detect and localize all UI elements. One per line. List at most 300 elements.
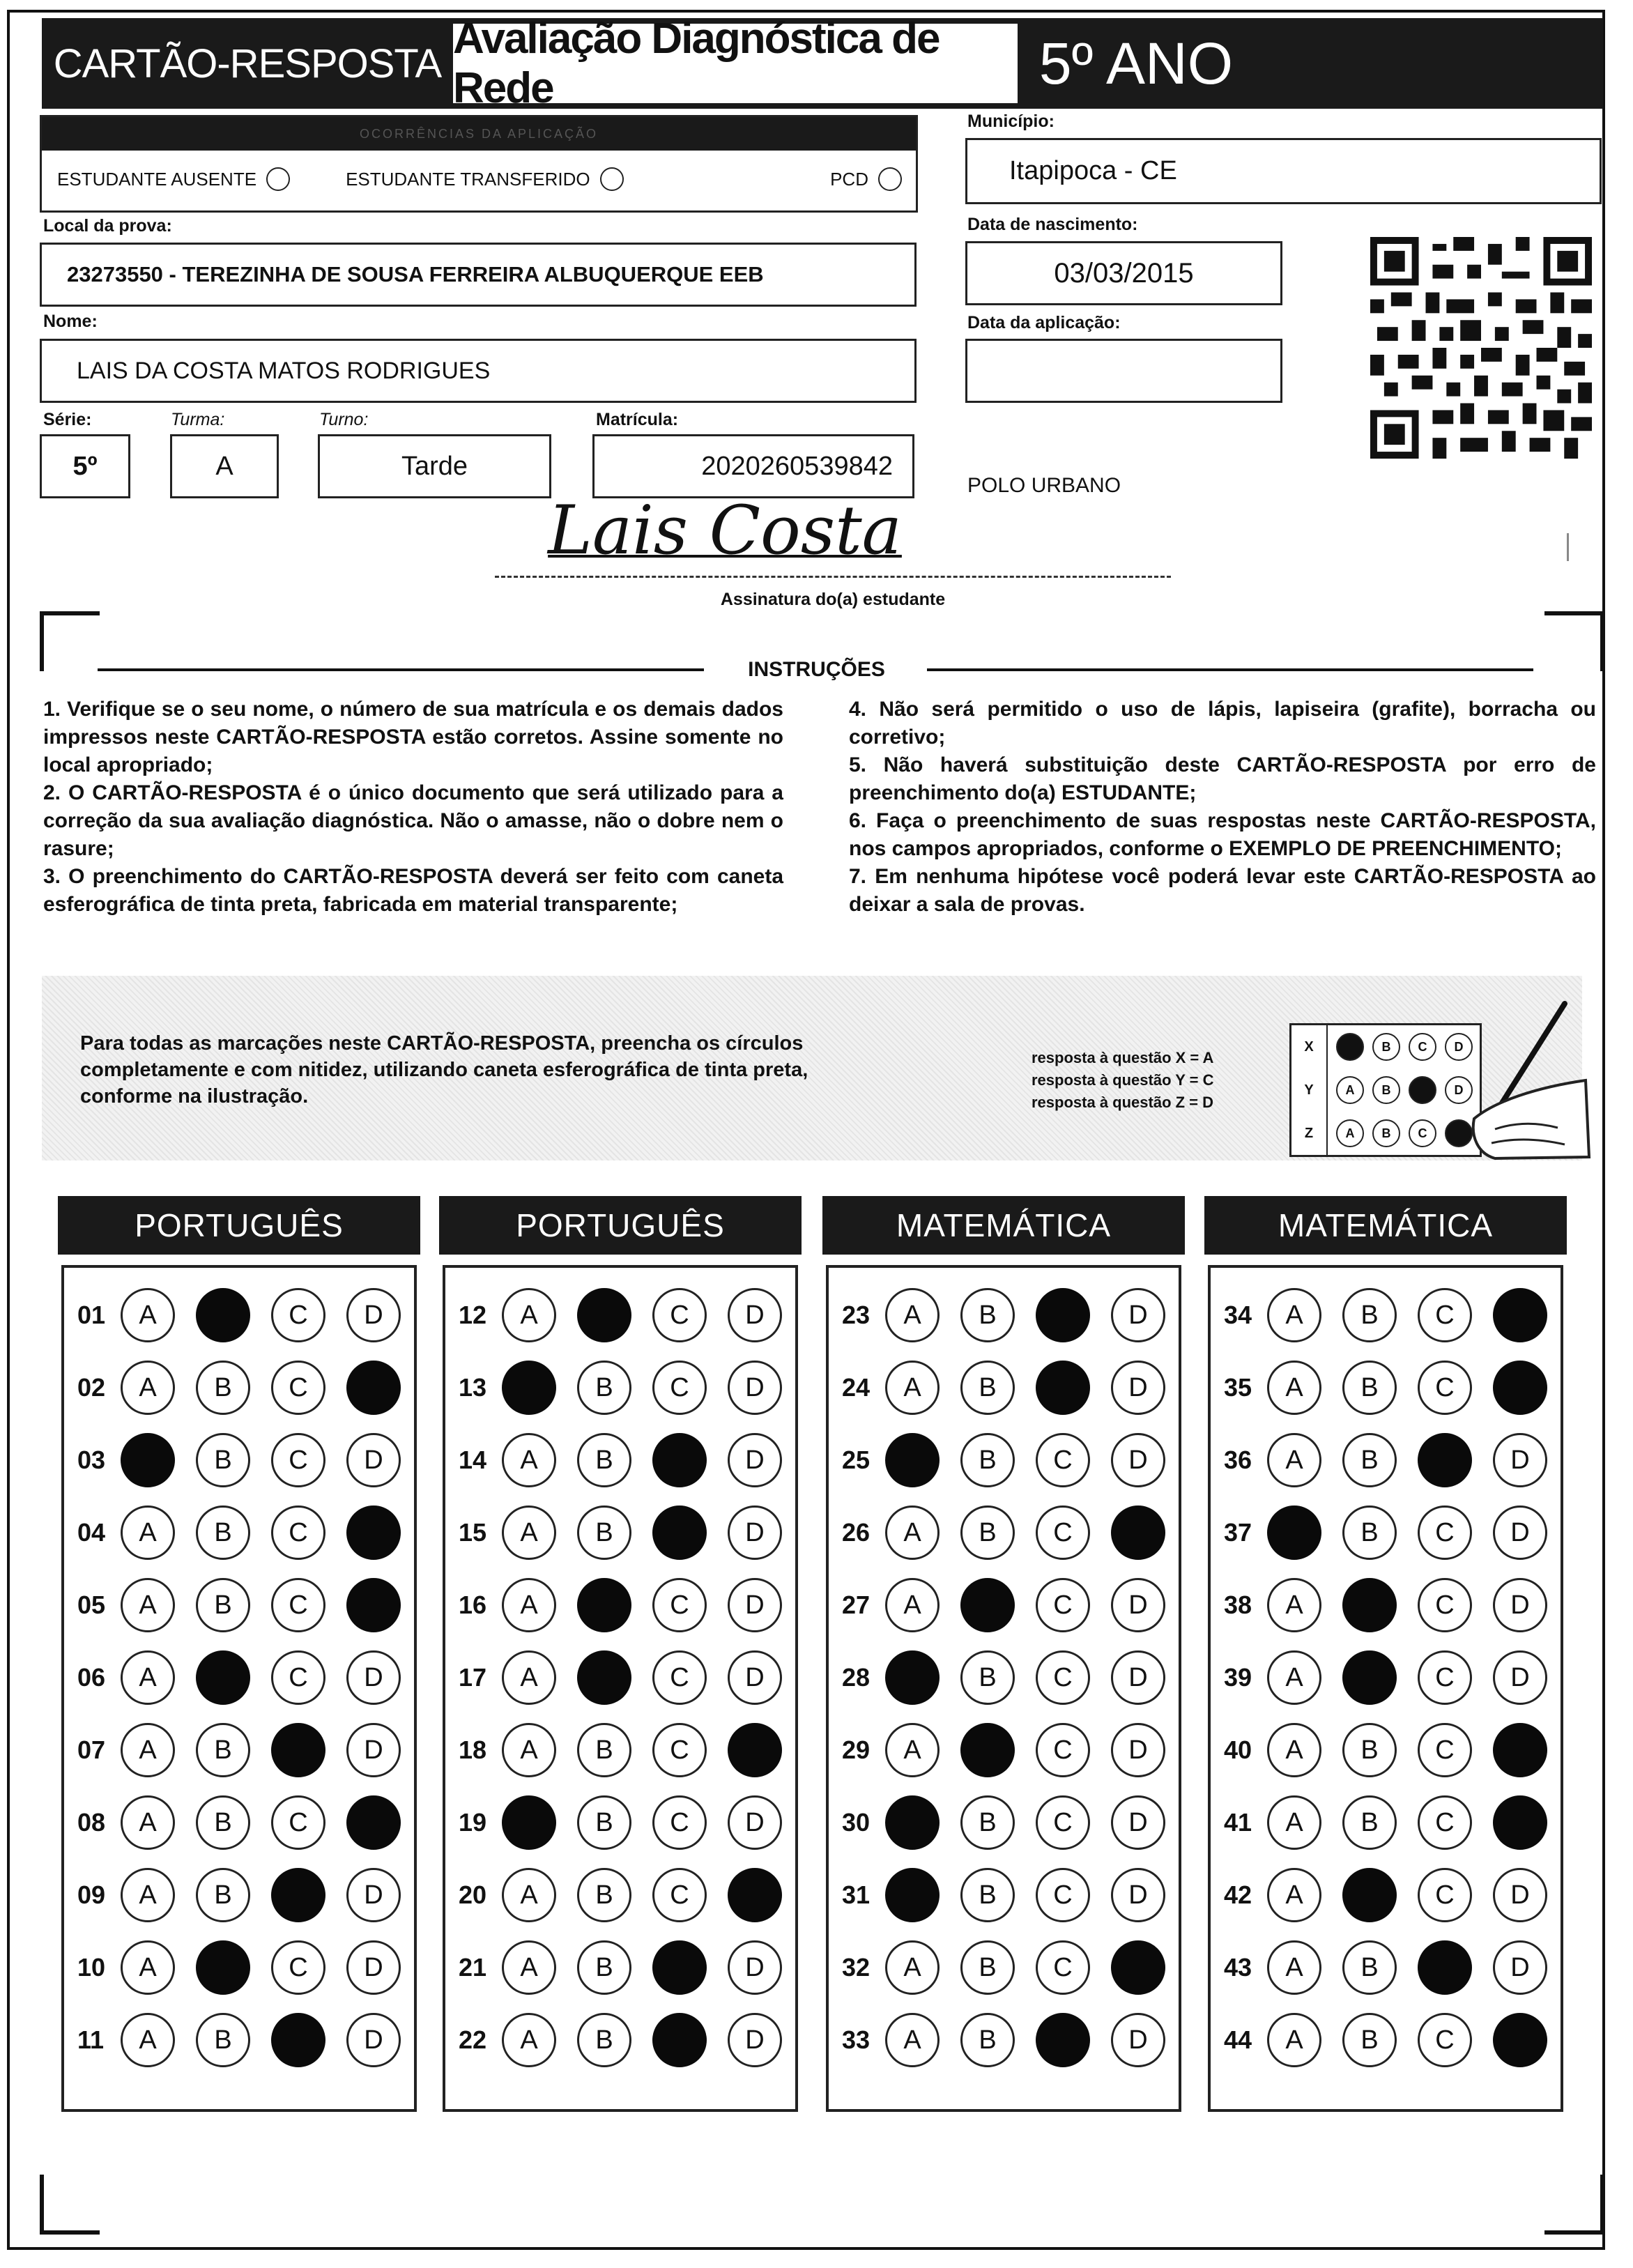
answer-bubble-d[interactable]: D bbox=[1493, 1650, 1547, 1705]
answer-bubble-c[interactable]: C bbox=[1418, 1505, 1472, 1560]
answer-bubble-a[interactable]: A bbox=[121, 1288, 175, 1342]
answer-bubble-a[interactable]: A bbox=[885, 1288, 940, 1342]
answer-bubble-a[interactable]: A bbox=[121, 1723, 175, 1777]
answer-bubble-b-filled[interactable] bbox=[196, 1650, 250, 1705]
question-number: 05 bbox=[77, 1591, 106, 1619]
answer-bubble-a-filled[interactable] bbox=[121, 1433, 175, 1487]
turma-label: Turma: bbox=[171, 410, 225, 429]
answer-bubble-a-filled[interactable] bbox=[885, 1433, 940, 1487]
question-number: 21 bbox=[459, 1953, 487, 1982]
answer-bubble-a[interactable]: A bbox=[502, 1578, 556, 1632]
answer-bubble-a[interactable]: A bbox=[1267, 1650, 1321, 1705]
question-number: 28 bbox=[842, 1663, 871, 1692]
matricula-label: Matrícula: bbox=[596, 410, 679, 429]
municipio-field: Itapipoca - CE bbox=[965, 138, 1602, 204]
question-row bbox=[77, 1646, 422, 1709]
answer-bubble-a[interactable]: A bbox=[885, 2013, 940, 2067]
example-bubble-c: C bbox=[1409, 1119, 1436, 1147]
question-number: 20 bbox=[459, 1880, 487, 1909]
example-bubble-c bbox=[1409, 1076, 1436, 1104]
question-number: 11 bbox=[77, 2025, 105, 2054]
answer-bubble-b[interactable]: B bbox=[1342, 2013, 1397, 2067]
answer-bubble-a[interactable]: A bbox=[885, 1723, 940, 1777]
answer-bubble-d[interactable]: D bbox=[346, 1650, 401, 1705]
turno-field: Tarde bbox=[318, 434, 551, 498]
question-number: 35 bbox=[1224, 1373, 1252, 1402]
question-number: 41 bbox=[1224, 1808, 1252, 1837]
question-row bbox=[1224, 2009, 1568, 2071]
example-bubble-a: A bbox=[1336, 1076, 1364, 1104]
answer-bubble-c[interactable]: C bbox=[1036, 1868, 1090, 1922]
answer-bubble-c-filled[interactable] bbox=[1036, 1288, 1090, 1342]
answer-bubble-a[interactable]: A bbox=[502, 2013, 556, 2067]
example-bubble-b: B bbox=[1372, 1076, 1400, 1104]
answer-bubble-d[interactable]: D bbox=[728, 1288, 782, 1342]
answer-bubble-a[interactable]: A bbox=[1267, 1433, 1321, 1487]
answer-bubble-c[interactable]: C bbox=[652, 1361, 707, 1415]
answer-bubble-c[interactable]: C bbox=[1418, 1723, 1472, 1777]
answer-bubble-b[interactable]: B bbox=[960, 1361, 1015, 1415]
answer-bubble-a[interactable]: A bbox=[502, 1868, 556, 1922]
question-number: 17 bbox=[459, 1663, 487, 1692]
answer-bubble-c[interactable]: C bbox=[1418, 1288, 1472, 1342]
answer-bubble-d-filled[interactable] bbox=[1493, 1288, 1547, 1342]
question-row bbox=[842, 1429, 1186, 1492]
question-row bbox=[842, 1501, 1186, 1564]
answer-bubble-c[interactable]: C bbox=[271, 1288, 325, 1342]
question-row bbox=[459, 1429, 803, 1492]
occurrences-heading: OCORRÊNCIAS DA APLICAÇÃO bbox=[42, 117, 916, 151]
question-number: 42 bbox=[1224, 1880, 1252, 1909]
answer-bubble-b[interactable]: B bbox=[1342, 1723, 1397, 1777]
answer-bubble-c[interactable]: C bbox=[652, 1723, 707, 1777]
example-row-key: X bbox=[1291, 1025, 1328, 1068]
answer-bubble-d[interactable]: D bbox=[1111, 1650, 1165, 1705]
answer-bubble-c[interactable]: C bbox=[1418, 1795, 1472, 1850]
question-number: 02 bbox=[77, 1373, 106, 1402]
answer-bubble-c-filled[interactable] bbox=[652, 1940, 707, 1995]
answer-bubble-a-filled[interactable] bbox=[502, 1795, 556, 1850]
answer-bubble-c[interactable]: C bbox=[1418, 2013, 1472, 2067]
answer-bubble-a[interactable]: A bbox=[1267, 2013, 1321, 2067]
grade-title: 5º ANO bbox=[1038, 30, 1234, 96]
answer-bubble-a[interactable]: A bbox=[502, 1433, 556, 1487]
question-row bbox=[77, 2009, 422, 2071]
question-row bbox=[842, 1864, 1186, 1926]
question-number: 15 bbox=[459, 1518, 487, 1547]
answer-bubble-c[interactable]: C bbox=[652, 1868, 707, 1922]
answer-bubble-b[interactable]: B bbox=[1342, 1505, 1397, 1560]
question-number: 07 bbox=[77, 1736, 106, 1764]
answer-bubble-a[interactable]: A bbox=[885, 1578, 940, 1632]
answer-bubble-d-filled[interactable] bbox=[728, 1723, 782, 1777]
answer-bubble-d[interactable]: D bbox=[1493, 1433, 1547, 1487]
question-row bbox=[1224, 1719, 1568, 1782]
answer-bubble-b-filled[interactable] bbox=[196, 1940, 250, 1995]
answer-bubble-b[interactable]: B bbox=[960, 1288, 1015, 1342]
answer-bubble-b[interactable]: B bbox=[960, 1433, 1015, 1487]
answer-bubble-a[interactable]: A bbox=[1267, 1795, 1321, 1850]
answer-bubble-c[interactable]: C bbox=[1418, 1578, 1472, 1632]
answer-bubble-d[interactable]: D bbox=[1111, 1723, 1165, 1777]
question-row bbox=[459, 1936, 803, 1999]
answer-bubble-c[interactable]: C bbox=[652, 1578, 707, 1632]
answer-bubble-a-filled[interactable] bbox=[1267, 1505, 1321, 1560]
answer-bubble-c[interactable]: C bbox=[271, 1505, 325, 1560]
instruction-item: 3. O preenchimento do CARTÃO-RESPOSTA deverá ser feito com caneta esferográfica de tinta preta, fabricada em material transparente; bbox=[43, 865, 783, 916]
answer-bubble-c[interactable]: C bbox=[1418, 1868, 1472, 1922]
subject-header: MATEMÁTICA bbox=[1204, 1196, 1567, 1255]
answer-bubble-c-filled[interactable] bbox=[652, 2013, 707, 2067]
answer-bubble-b-filled[interactable] bbox=[577, 1288, 631, 1342]
answer-bubble-a[interactable]: A bbox=[121, 1505, 175, 1560]
answer-bubble-b-filled[interactable] bbox=[1342, 1868, 1397, 1922]
answer-bubble-b[interactable]: B bbox=[196, 1361, 250, 1415]
answer-bubble-b[interactable]: B bbox=[960, 1650, 1015, 1705]
answer-bubble-d[interactable]: D bbox=[1493, 1578, 1547, 1632]
answer-bubble-c[interactable]: C bbox=[271, 1361, 325, 1415]
question-number: 34 bbox=[1224, 1301, 1252, 1329]
answer-bubble-a[interactable]: A bbox=[1267, 1940, 1321, 1995]
answer-bubble-b-filled[interactable] bbox=[960, 1723, 1015, 1777]
answer-bubble-d-filled[interactable] bbox=[1493, 1795, 1547, 1850]
question-row bbox=[459, 1501, 803, 1564]
answer-bubble-d[interactable]: D bbox=[1493, 1868, 1547, 1922]
question-number: 29 bbox=[842, 1736, 871, 1764]
serie-label: Série: bbox=[43, 410, 92, 429]
example-bubble-c: C bbox=[1409, 1033, 1436, 1061]
answer-bubble-d-filled[interactable] bbox=[346, 1505, 401, 1560]
answer-bubble-b[interactable]: B bbox=[960, 1505, 1015, 1560]
answer-bubble-b[interactable]: B bbox=[196, 1505, 250, 1560]
card-title: CARTÃO-RESPOSTA bbox=[53, 40, 442, 86]
answer-bubble-a-filled[interactable] bbox=[885, 1650, 940, 1705]
answer-bubble-c-filled[interactable] bbox=[1036, 1361, 1090, 1415]
question-number: 06 bbox=[77, 1663, 106, 1692]
instruction-item: 2. O CARTÃO-RESPOSTA é o único documento que será utilizado para a correção da sua avaliação diagnóstica. Não o amasse, não o dobre nem o rasure; bbox=[43, 781, 783, 860]
instruction-item: 5. Não haverá substituição deste CARTÃO-RESPOSTA por erro de preenchimento do(a) ESTUDANTE; bbox=[849, 753, 1596, 804]
answer-bubble-d[interactable]: D bbox=[346, 1868, 401, 1922]
answer-bubble-c[interactable]: C bbox=[271, 1578, 325, 1632]
answer-bubble-b[interactable]: B bbox=[1342, 1433, 1397, 1487]
answer-bubble-a[interactable]: A bbox=[1267, 1723, 1321, 1777]
example-label-y: resposta à questão Y = C bbox=[1032, 1071, 1214, 1089]
answer-bubble-d-filled[interactable] bbox=[346, 1578, 401, 1632]
answer-bubble-b[interactable]: B bbox=[196, 1795, 250, 1850]
answer-bubble-d[interactable]: D bbox=[728, 1795, 782, 1850]
question-row bbox=[1224, 1356, 1568, 1419]
answer-bubble-a[interactable]: A bbox=[502, 1650, 556, 1705]
instructions-right-column bbox=[849, 696, 1596, 919]
example-bubble-d: D bbox=[1445, 1033, 1473, 1061]
answer-bubble-b[interactable]: B bbox=[577, 1868, 631, 1922]
question-row bbox=[77, 1284, 422, 1347]
answer-bubble-a-filled[interactable] bbox=[502, 1361, 556, 1415]
nome-field: LAIS DA COSTA MATOS RODRIGUES bbox=[40, 339, 917, 403]
answer-bubble-d[interactable]: D bbox=[1493, 1940, 1547, 1995]
answer-bubble-b[interactable]: B bbox=[1342, 1795, 1397, 1850]
question-number: 30 bbox=[842, 1808, 871, 1837]
example-label-z: resposta à questão Z = D bbox=[1032, 1094, 1214, 1111]
answer-bubble-d-filled[interactable] bbox=[1493, 1361, 1547, 1415]
instruction-item: 7. Em nenhuma hipótese você poderá levar este CARTÃO-RESPOSTA ao deixar a sala de provas. bbox=[849, 865, 1596, 916]
answer-bubble-c[interactable]: C bbox=[271, 1795, 325, 1850]
question-row bbox=[842, 2009, 1186, 2071]
answer-bubble-a[interactable]: A bbox=[1267, 1578, 1321, 1632]
answer-bubble-c[interactable]: C bbox=[271, 1433, 325, 1487]
answer-bubble-a[interactable]: A bbox=[121, 2013, 175, 2067]
question-row bbox=[842, 1719, 1186, 1782]
answer-bubble-a[interactable]: A bbox=[885, 1940, 940, 1995]
polo-label: POLO URBANO bbox=[967, 474, 1121, 497]
answer-bubble-b[interactable]: B bbox=[196, 1723, 250, 1777]
question-number: 01 bbox=[77, 1301, 106, 1329]
answer-bubble-b-filled[interactable] bbox=[1342, 1578, 1397, 1632]
answer-bubble-a[interactable]: A bbox=[502, 1505, 556, 1560]
answer-bubble-c[interactable]: C bbox=[1418, 1650, 1472, 1705]
transferred-checkbox[interactable] bbox=[600, 167, 624, 191]
answer-bubble-c[interactable]: C bbox=[1036, 1650, 1090, 1705]
question-row bbox=[77, 1501, 422, 1564]
question-row bbox=[842, 1356, 1186, 1419]
question-row bbox=[459, 1574, 803, 1637]
question-number: 12 bbox=[459, 1301, 487, 1329]
answer-bubble-d[interactable]: D bbox=[1111, 1433, 1165, 1487]
question-number: 36 bbox=[1224, 1446, 1252, 1474]
question-number: 23 bbox=[842, 1301, 871, 1329]
answer-bubble-d[interactable]: D bbox=[346, 2013, 401, 2067]
answer-bubble-c[interactable]: C bbox=[271, 1650, 325, 1705]
answer-bubble-b[interactable]: B bbox=[577, 1505, 631, 1560]
question-number: 38 bbox=[1224, 1591, 1252, 1619]
answer-bubble-b[interactable]: B bbox=[196, 1868, 250, 1922]
turma-field: A bbox=[170, 434, 279, 498]
answer-bubble-d-filled[interactable] bbox=[1493, 2013, 1547, 2067]
hand-with-pen-icon bbox=[1453, 997, 1593, 1164]
question-row bbox=[77, 1719, 422, 1782]
nascimento-label: Data de nascimento: bbox=[967, 215, 1138, 234]
answer-bubble-a[interactable]: A bbox=[502, 1723, 556, 1777]
filling-example-text: Para todas as marcações neste CARTÃO-RESPOSTA, preencha os círculos completamente e com nitidez, utilizando caneta esferográfica de tinta preta, conforme na ilustração. bbox=[80, 1032, 808, 1108]
question-number: 25 bbox=[842, 1446, 871, 1474]
signature-line[interactable] bbox=[495, 576, 1171, 578]
instruction-item: 1. Verifique se o seu nome, o número de sua matrícula e os demais dados impressos neste CARTÃO-RESPOSTA estão corretos. Assine somente no local apropriado; bbox=[43, 698, 783, 776]
answer-bubble-a[interactable]: A bbox=[121, 1940, 175, 1995]
answer-bubble-b[interactable]: B bbox=[577, 1723, 631, 1777]
answer-bubble-d[interactable]: D bbox=[728, 1433, 782, 1487]
question-row bbox=[459, 1864, 803, 1926]
answer-bubble-c-filled[interactable] bbox=[271, 2013, 325, 2067]
answer-bubble-b[interactable]: B bbox=[577, 1795, 631, 1850]
occurrences-box bbox=[40, 115, 918, 213]
answer-bubble-b[interactable]: B bbox=[577, 1433, 631, 1487]
answer-bubble-d[interactable]: D bbox=[1493, 1505, 1547, 1560]
answer-bubble-c-filled[interactable] bbox=[1036, 2013, 1090, 2067]
question-number: 39 bbox=[1224, 1663, 1252, 1692]
question-number: 24 bbox=[842, 1373, 871, 1402]
question-row bbox=[1224, 1574, 1568, 1637]
local-field: 23273550 - TEREZINHA DE SOUSA FERREIRA ALBUQUERQUE EEB bbox=[40, 243, 917, 307]
question-row bbox=[459, 1284, 803, 1347]
answer-bubble-d[interactable]: D bbox=[728, 1361, 782, 1415]
answer-bubble-a[interactable]: A bbox=[885, 1505, 940, 1560]
answer-bubble-d[interactable]: D bbox=[1111, 1795, 1165, 1850]
corner-mark-bottom-left bbox=[40, 2175, 100, 2235]
answer-bubble-c[interactable]: C bbox=[1036, 1433, 1090, 1487]
answer-bubble-c[interactable]: C bbox=[652, 1288, 707, 1342]
corner-mark-bottom-right bbox=[1544, 2175, 1604, 2235]
question-row bbox=[459, 1791, 803, 1854]
question-row bbox=[77, 1936, 422, 1999]
example-row bbox=[1291, 1068, 1480, 1112]
answer-bubble-a[interactable]: A bbox=[502, 1288, 556, 1342]
answer-bubble-c-filled[interactable] bbox=[271, 1868, 325, 1922]
answer-bubble-a[interactable]: A bbox=[121, 1361, 175, 1415]
answer-bubble-d-filled[interactable] bbox=[728, 1868, 782, 1922]
answer-bubble-c-filled[interactable] bbox=[271, 1723, 325, 1777]
answer-bubble-a[interactable]: A bbox=[121, 1578, 175, 1632]
answer-bubble-b[interactable]: B bbox=[196, 2013, 250, 2067]
answer-bubble-b[interactable]: B bbox=[1342, 1288, 1397, 1342]
transferred-label: ESTUDANTE TRANSFERIDO bbox=[346, 168, 590, 190]
question-row bbox=[77, 1429, 422, 1492]
question-row bbox=[1224, 1646, 1568, 1709]
answer-bubble-b[interactable]: B bbox=[960, 1940, 1015, 1995]
answer-bubble-c[interactable]: C bbox=[1036, 1940, 1090, 1995]
answer-bubble-b-filled[interactable] bbox=[1342, 1650, 1397, 1705]
answer-bubble-d[interactable]: D bbox=[728, 1578, 782, 1632]
answer-bubble-d[interactable]: D bbox=[1111, 1288, 1165, 1342]
answer-bubble-a[interactable]: A bbox=[502, 1940, 556, 1995]
answer-bubble-c[interactable]: C bbox=[652, 1650, 707, 1705]
answer-bubble-d[interactable]: D bbox=[728, 2013, 782, 2067]
answer-bubble-d[interactable]: D bbox=[346, 1288, 401, 1342]
answer-bubble-d-filled[interactable] bbox=[1493, 1723, 1547, 1777]
question-number: 18 bbox=[459, 1736, 487, 1764]
answer-bubble-a-filled[interactable] bbox=[885, 1795, 940, 1850]
answer-bubble-d-filled[interactable] bbox=[1111, 1505, 1165, 1560]
handwritten-signature: Lais Costa bbox=[548, 491, 902, 569]
question-number: 40 bbox=[1224, 1736, 1252, 1764]
answer-bubble-b[interactable]: B bbox=[960, 1795, 1015, 1850]
absent-checkbox[interactable] bbox=[266, 167, 290, 191]
subject-header: MATEMÁTICA bbox=[822, 1196, 1185, 1255]
answer-bubble-d-filled[interactable] bbox=[346, 1795, 401, 1850]
answer-bubble-a[interactable]: A bbox=[1267, 1868, 1321, 1922]
answer-bubble-a[interactable]: A bbox=[121, 1650, 175, 1705]
question-row bbox=[459, 1719, 803, 1782]
answer-bubble-d-filled[interactable] bbox=[346, 1361, 401, 1415]
example-row-key: Y bbox=[1291, 1068, 1328, 1112]
answer-bubble-c[interactable]: C bbox=[1036, 1578, 1090, 1632]
question-row bbox=[459, 1356, 803, 1419]
answer-bubble-c-filled[interactable] bbox=[1418, 1940, 1472, 1995]
answer-bubble-b[interactable]: B bbox=[960, 1868, 1015, 1922]
qr-code-icon bbox=[1370, 237, 1593, 459]
answer-bubble-c[interactable]: C bbox=[271, 1940, 325, 1995]
answer-bubble-b[interactable]: B bbox=[196, 1578, 250, 1632]
answer-bubble-b[interactable]: B bbox=[1342, 1940, 1397, 1995]
question-number: 32 bbox=[842, 1953, 871, 1982]
question-row bbox=[842, 1646, 1186, 1709]
answer-bubble-b[interactable]: B bbox=[1342, 1361, 1397, 1415]
nome-label: Nome: bbox=[43, 312, 98, 331]
answer-bubble-c-filled[interactable] bbox=[1418, 1433, 1472, 1487]
serie-field: 5º bbox=[40, 434, 130, 498]
example-row bbox=[1291, 1112, 1480, 1155]
answer-bubble-d[interactable]: D bbox=[1111, 1361, 1165, 1415]
question-row bbox=[1224, 1864, 1568, 1926]
answer-bubble-d[interactable]: D bbox=[346, 1940, 401, 1995]
question-row bbox=[842, 1574, 1186, 1637]
aplicacao-field[interactable] bbox=[965, 339, 1282, 403]
answer-bubble-a-filled[interactable] bbox=[885, 1868, 940, 1922]
question-number: 43 bbox=[1224, 1953, 1252, 1982]
answer-bubble-c[interactable]: C bbox=[1036, 1723, 1090, 1777]
question-row bbox=[842, 1284, 1186, 1347]
answer-bubble-d[interactable]: D bbox=[1111, 1578, 1165, 1632]
example-bubble-d: D bbox=[1445, 1076, 1473, 1104]
question-number: 37 bbox=[1224, 1518, 1252, 1547]
answer-bubble-c[interactable]: C bbox=[1418, 1361, 1472, 1415]
answer-bubble-a[interactable]: A bbox=[1267, 1288, 1321, 1342]
question-row bbox=[459, 1646, 803, 1709]
signature-caption: Assinatura do(a) estudante bbox=[720, 590, 946, 609]
answer-bubble-c[interactable]: C bbox=[1036, 1505, 1090, 1560]
turno-label: Turno: bbox=[319, 410, 369, 429]
answer-bubble-c[interactable]: C bbox=[652, 1795, 707, 1850]
answer-bubble-b[interactable]: B bbox=[577, 1940, 631, 1995]
example-label-x: resposta à questão X = A bbox=[1032, 1049, 1214, 1066]
answer-bubble-d[interactable]: D bbox=[346, 1433, 401, 1487]
question-row bbox=[77, 1574, 422, 1637]
pcd-checkbox[interactable] bbox=[878, 167, 902, 191]
question-number: 16 bbox=[459, 1591, 487, 1619]
answer-bubble-d[interactable]: D bbox=[346, 1723, 401, 1777]
answer-bubble-b[interactable]: B bbox=[196, 1433, 250, 1487]
question-row bbox=[77, 1356, 422, 1419]
example-row bbox=[1291, 1025, 1480, 1068]
answer-bubble-a[interactable]: A bbox=[1267, 1361, 1321, 1415]
answer-bubble-d[interactable]: D bbox=[1111, 1868, 1165, 1922]
answer-bubble-d[interactable]: D bbox=[1111, 2013, 1165, 2067]
answer-bubble-c-filled[interactable] bbox=[652, 1505, 707, 1560]
answer-bubble-b[interactable]: B bbox=[960, 2013, 1015, 2067]
answer-bubble-c-filled[interactable] bbox=[652, 1433, 707, 1487]
question-row bbox=[77, 1791, 422, 1854]
answer-bubble-d[interactable]: D bbox=[728, 1505, 782, 1560]
aplicacao-label: Data da aplicação: bbox=[967, 313, 1121, 332]
answer-bubble-a[interactable]: A bbox=[885, 1361, 940, 1415]
answer-bubble-b[interactable]: B bbox=[577, 2013, 631, 2067]
answer-bubble-b-filled[interactable] bbox=[196, 1288, 250, 1342]
question-number: 27 bbox=[842, 1591, 871, 1619]
answer-bubble-a[interactable]: A bbox=[121, 1868, 175, 1922]
answer-bubble-b-filled[interactable] bbox=[577, 1578, 631, 1632]
instruction-item: 4. Não será permitido o uso de lápis, lapiseira (grafite), borracha ou corretivo; bbox=[849, 698, 1596, 749]
answer-bubble-a[interactable]: A bbox=[121, 1795, 175, 1850]
answer-bubble-d-filled[interactable] bbox=[1111, 1940, 1165, 1995]
example-bubble-b: B bbox=[1372, 1119, 1400, 1147]
answer-bubble-c[interactable]: C bbox=[1036, 1795, 1090, 1850]
answer-bubble-d[interactable]: D bbox=[728, 1650, 782, 1705]
assessment-title: Avaliação Diagnóstica de Rede bbox=[453, 24, 1018, 103]
answer-bubble-b-filled[interactable] bbox=[577, 1650, 631, 1705]
matricula-field: 2020260539842 bbox=[592, 434, 914, 498]
answer-bubble-b[interactable]: B bbox=[577, 1361, 631, 1415]
answer-bubble-d[interactable]: D bbox=[728, 1940, 782, 1995]
answer-bubble-b-filled[interactable] bbox=[960, 1578, 1015, 1632]
